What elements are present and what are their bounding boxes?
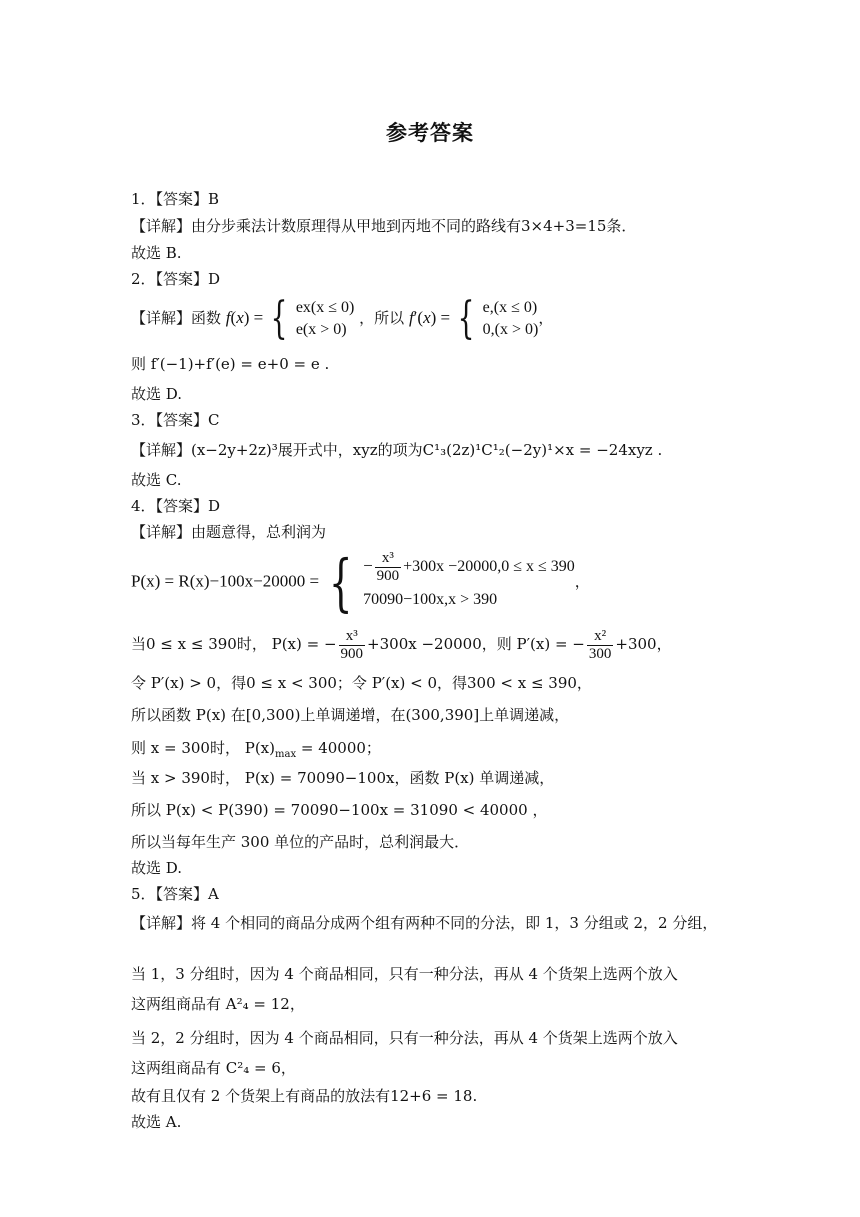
f-cases (296, 297, 355, 341)
q4-final-line: 所以当每年生产 300 单位的产品时，总利润最大． (131, 833, 470, 851)
q2-detail-prefix: 【详解】函数 (131, 309, 222, 327)
fprime-cases (483, 297, 539, 341)
left-brace: { (328, 545, 353, 619)
q5-detail-6: 故有且仅有 2 个货架上有商品的放法有12+6 = 18. (131, 1087, 478, 1105)
p-case-1: − $\frac{\text{x³}}{900}$ +300x −20000,0 ≤ x ≤ 390 (363, 550, 575, 584)
q2-conclusion: 故选 D. (131, 385, 183, 403)
q1-conclusion: 故选 B. (131, 244, 182, 262)
left-brace: { (270, 293, 288, 344)
fraction-x3-900: $\frac{\text{x³}}{900}$ (340, 627, 364, 662)
fprime-case-2: 0,(x > 0) (482, 321, 539, 338)
q5-answer: 5．【答案】A (131, 885, 219, 903)
q4-detail: 【详解】由题意得，总利润为 (131, 523, 327, 541)
q4-max-line: 则 x = 300时， $P(x)_{max} = 40000$； (131, 739, 381, 760)
fraction-x3-900: $\frac{\text{x³}}{900}$ (376, 550, 400, 584)
q3-answer: 3．【答案】C (131, 411, 220, 429)
q2-mid-text: ，所以 (359, 309, 405, 327)
q1-answer: 1．【答案】B (131, 190, 220, 208)
q4-when-line1: 当0 ≤ x ≤ 390时， P(x) = − $\frac{\text{x³}}{900}$ +300x −20000，则 P′(x) = − $\frac{\text{x²}}{300}$ +300， (131, 627, 672, 662)
q5-detail-5: 这两组商品有 C²₄ = 6， (131, 1059, 296, 1077)
q4-piecewise: P(x) = R(x)−100x−20000 = { − $\frac{\text{x³}}{900}$ +300x −20000,0 ≤ x ≤ 390 70090−100x,x > 390， (131, 545, 590, 619)
f-case-1: ex(x ≤ 0) (295, 299, 355, 316)
left-brace: { (457, 293, 475, 344)
q5-detail-4: 当 2，2 分组时，因为 4 个商品相同，只有一种分法，再从 4 个货架上选两个放入 (131, 1029, 678, 1047)
q5-detail-2: 当 1，3 分组时，因为 4 个商品相同，只有一种分法，再从 4 个货架上选两个放入 (131, 965, 678, 983)
q5-conclusion: 故选 A. (131, 1113, 182, 1131)
q4-when-line2: 当 x > 390时， P(x) = 70090−100x，函数 P(x) 单调递减， (131, 769, 555, 787)
q4-sign-line: 令 P′(x) > 0，得0 ≤ x < 300；令 P′(x) < 0，得300 < x ≤ 390， (131, 674, 592, 692)
q2-answer: 2．【答案】D (131, 270, 221, 288)
fprime-case-1: e,(x ≤ 0) (482, 299, 538, 316)
q5-detail-1: 【详解】将 4 个相同的商品分成两个组有两种不同的分法，即 1，3 分组或 2，2 分组， (131, 914, 718, 932)
q4-monotonic-line: 所以函数 P(x) 在[0,300)上单调递增，在(300,390]上单调递减， (131, 706, 570, 724)
p-definition-left: P(x) = R(x)−100x−20000 = (131, 571, 320, 591)
q2-line2: 则 f′(−1)+f′(e) = e+0 = e . (131, 355, 330, 373)
q3-conclusion: 故选 C. (131, 471, 182, 489)
q4-conclusion: 故选 D. (131, 859, 183, 877)
q3-detail: 【详解】(x−2y+2z)³展开式中，xyz的项为C¹₃(2z)¹C¹₂(−2y)¹×x = −24xyz . (131, 441, 663, 459)
q5-detail-3: 这两组商品有 A²₄ = 12， (131, 995, 305, 1013)
q4-compare-line: 所以 P(x) < P(390) = 70090−100x = 31090 < 40000 ， (131, 801, 548, 819)
q1-detail: 【详解】由分步乘法计数原理得从甲地到丙地不同的路线有3×4+3=15条． (131, 217, 637, 235)
f-case-2: e(x > 0) (295, 321, 347, 338)
p-case-2: 70090−100x,x > 390 (363, 591, 498, 608)
fraction-x2-300: $\frac{\text{x²}}{300}$ (588, 627, 612, 662)
page-title: 参考答案 (386, 121, 474, 145)
q4-answer: 4．【答案】D (131, 497, 221, 515)
q2-detail: 【详解】函数 f(x) = { ex(x ≤ 0) e(x > 0) ，所以 f′(x) = { e,(x ≤ 0) 0,(x > 0)， (131, 293, 554, 344)
p-cases (363, 550, 575, 615)
